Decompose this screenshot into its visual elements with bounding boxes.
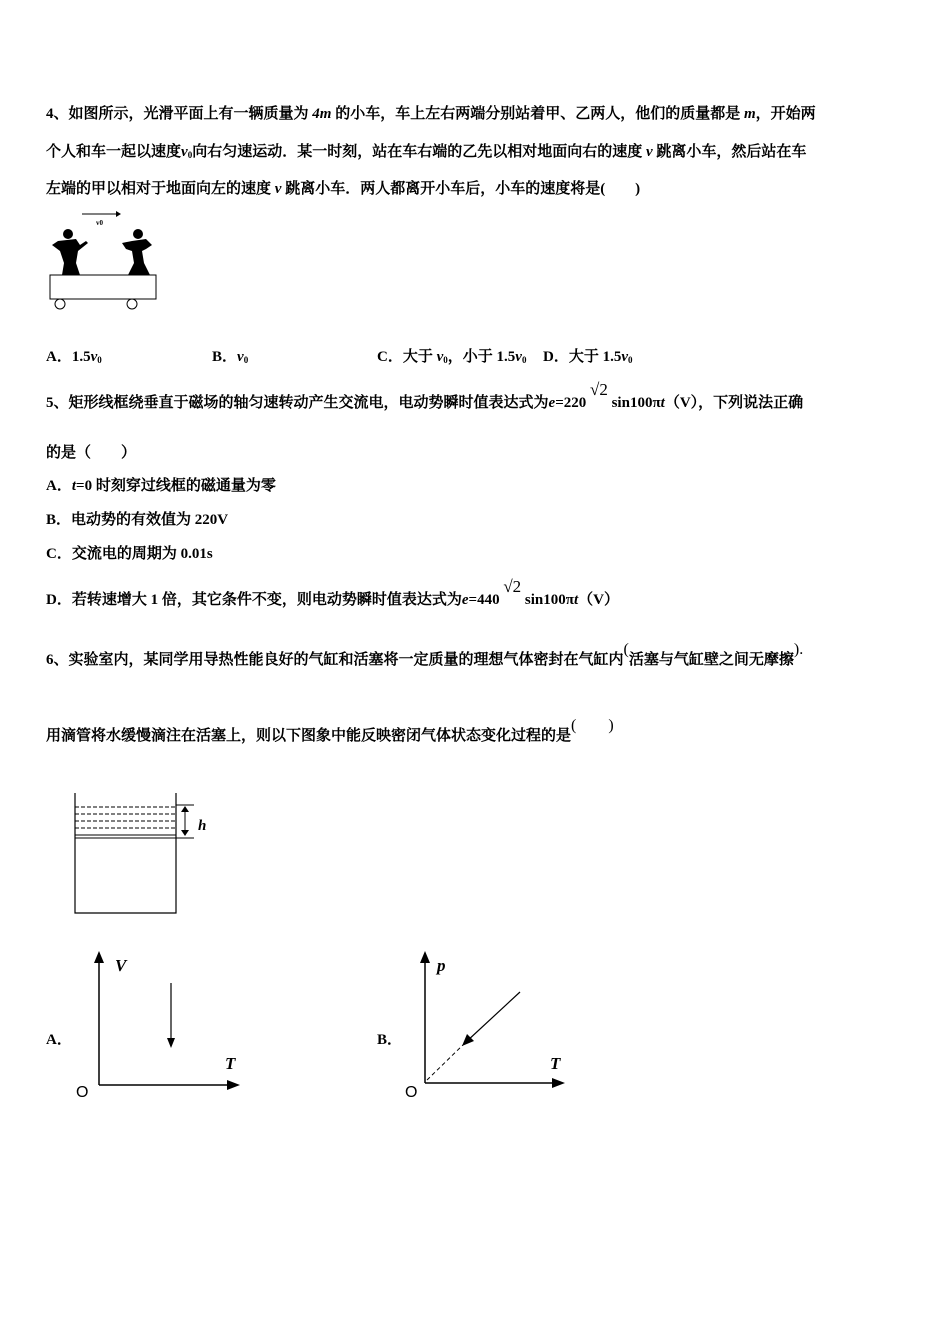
paren: ( — [623, 641, 629, 658]
paren: ( ) — [571, 717, 614, 734]
text: C．大于 — [377, 349, 433, 365]
text: 跳离小车．两人都离开小车后，小车的速度将是( ) — [285, 181, 641, 197]
math: e — [548, 395, 556, 411]
math: t — [574, 592, 579, 608]
q6-line2 — [46, 717, 614, 745]
origin-label: O — [405, 1084, 418, 1101]
text: D．若转速增大 1 倍，其它条件不变，则电动势瞬时值表达式为 — [46, 592, 462, 608]
text: 6、实验室内，某同学用导热性能良好的气缸和活塞将一定质量的理想气体密封在气缸内 — [46, 652, 624, 668]
cart-figure — [46, 205, 161, 315]
q6-option-b[interactable]: B． — [377, 1032, 403, 1048]
text: =440 — [468, 592, 500, 608]
graph-b-p-t — [400, 945, 580, 1105]
origin-label: O — [76, 1084, 89, 1101]
text: A．1.5 — [46, 349, 91, 365]
q4-line1 — [46, 102, 816, 123]
math: v — [274, 181, 282, 197]
y-axis-label: V — [115, 956, 127, 975]
q4-option-d[interactable] — [543, 345, 633, 366]
text: sin100π — [611, 395, 661, 411]
text: =0 时刻穿过线框的磁通量为零 — [76, 478, 276, 494]
q5-option-a[interactable] — [46, 474, 276, 495]
text: 活塞与气缸壁之间无摩擦 — [628, 652, 794, 668]
person-left-icon — [52, 229, 88, 275]
graph-a-v-t — [70, 945, 250, 1105]
wheel-icon — [127, 299, 137, 309]
q4-option-c[interactable] — [377, 345, 526, 366]
text: 向右匀速运动．某一时刻，站在车右端的乙先以相对地面向右的速度 — [192, 144, 643, 160]
math: e — [461, 592, 469, 608]
q4-line2 — [46, 140, 806, 161]
math: v — [645, 144, 653, 160]
subscript: 0 — [243, 355, 249, 365]
q5-line1 — [46, 380, 804, 412]
sqrt-symbol: √2 — [503, 577, 522, 596]
subscript: 0 — [628, 355, 633, 365]
q4-line3 — [46, 177, 640, 198]
h-label: h — [198, 818, 207, 834]
text: =220 — [555, 395, 587, 411]
math: v — [181, 144, 188, 160]
text: （V），下列说法正确 — [664, 395, 804, 411]
math: v — [515, 349, 522, 365]
text: （V） — [578, 592, 620, 608]
cylinder-figure — [70, 785, 220, 920]
text: 4、如图所示，光滑平面上有一辆质量为 — [46, 106, 309, 122]
q6-option-a[interactable]: A． — [46, 1032, 72, 1048]
text: 5、矩形线框绕垂直于磁场的轴匀速转动产生交流电，电动势瞬时值表达式为 — [46, 395, 549, 411]
x-axis-label: T — [550, 1054, 561, 1073]
math: v — [621, 349, 629, 365]
math: 4m — [312, 106, 332, 122]
x-axis-label: T — [225, 1054, 236, 1073]
text: ，小于 1.5 — [447, 349, 516, 365]
math: v — [436, 349, 444, 365]
text: D．大于 1.5 — [543, 349, 622, 365]
wheel-icon — [55, 299, 65, 309]
subscript: 0 — [443, 355, 448, 365]
paren: ). — [793, 641, 804, 658]
subscript: 0 — [521, 355, 527, 365]
math: v — [90, 349, 98, 365]
subscript: 0 — [97, 355, 102, 365]
q4-option-b[interactable] — [212, 345, 248, 366]
person-right-icon — [122, 229, 152, 275]
text: 跳离小车，然后站在车 — [656, 144, 807, 160]
text: 的小车，车上左右两端分别站着甲、乙两人，他们的质量都是 — [335, 106, 741, 122]
q5-line2: 的是（ ） — [46, 445, 137, 461]
q5-option-b[interactable]: B．电动势的有效值为 220V — [46, 512, 229, 528]
text: B． — [212, 349, 238, 365]
sqrt-symbol: √2 — [590, 380, 608, 399]
q6-line1 — [46, 641, 804, 669]
q5-option-d[interactable] — [46, 577, 620, 609]
text: A． — [46, 478, 72, 494]
text: 个人和车一起以速度 — [46, 144, 182, 160]
math: v — [237, 349, 244, 365]
y-axis-label: p — [437, 956, 446, 975]
math: t — [660, 395, 665, 411]
math: m — [743, 106, 756, 122]
v0-label: v0 — [96, 219, 103, 227]
q5-option-c[interactable]: C．交流电的周期为 0.01s — [46, 546, 213, 562]
text: 左端的甲以相对于地面向左的速度 — [46, 181, 272, 197]
q4-option-a[interactable] — [46, 345, 102, 366]
text: ，开始两 — [755, 106, 816, 122]
text: 用滴管将水缓慢滴注在活塞上，则以下图象中能反映密闭气体状态变化过程的是 — [46, 728, 572, 744]
math: t — [71, 478, 77, 494]
text: sin100π — [524, 592, 574, 608]
subscript: 0 — [187, 150, 193, 160]
